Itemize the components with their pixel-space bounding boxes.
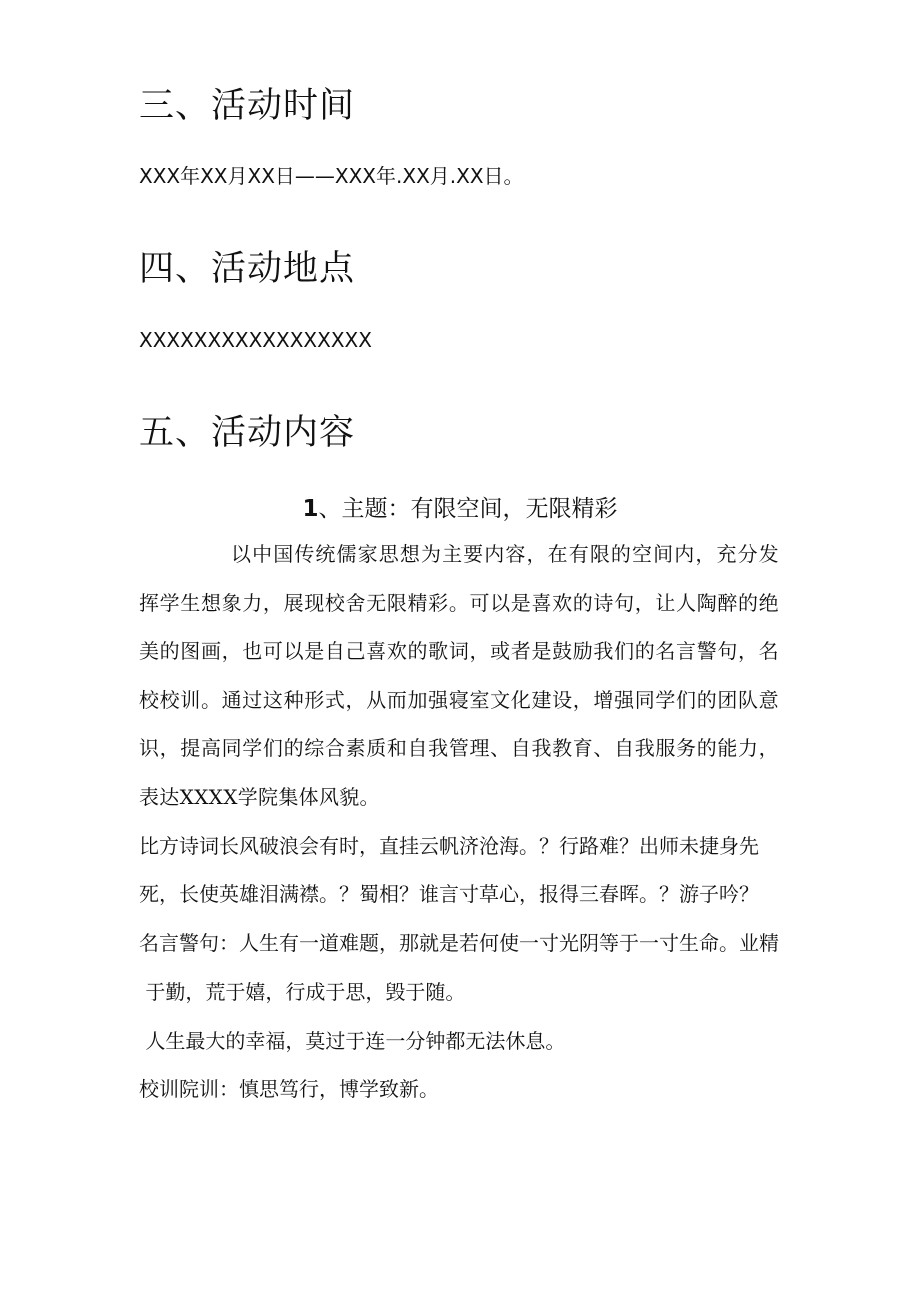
subtitle-number: 1: [302, 496, 319, 522]
example-line-3: 名言警句：人生有一道难题，那就是若何使一寸光阴等于一寸生命。业精: [139, 931, 779, 955]
heading-activity-content: 五、活动内容: [139, 413, 356, 453]
theme-subtitle: [0, 490, 920, 523]
heading-activity-time: 三、活动时间: [139, 86, 356, 126]
subtitle-text: 、主题：有限空间，无限精彩: [318, 496, 618, 522]
example-line-4: 于勤，荒于嬉，行成于思，毁于随。: [139, 980, 466, 1004]
heading-activity-place: 四、活动地点: [139, 249, 356, 289]
example-line-6: 校训院训：慎思笃行，博学致新。: [139, 1077, 439, 1101]
example-line-2: 死，长使英雄泪满襟。？蜀相？谁言寸草心，报得三春晖。？游子吟？: [139, 882, 759, 906]
example-line-1: 比方诗词长风破浪会有时，直挂云帆济沧海。？行路难？出师未捷身先: [139, 834, 759, 858]
example-line-5: 人生最大的幸福，莫过于连一分钟都无法休息。: [139, 1029, 566, 1053]
activity-time-text: XXX年XX月XX日——XXX年.XX月.XX日。: [139, 164, 524, 188]
activity-place-text: XXXXXXXXXXXXXXXXX: [139, 328, 372, 352]
content-paragraph: 以中国传统儒家思想为主要内容，在有限的空间内，充分发挥学生想象力，展现校舍无限精彩。可以是喜欢的诗句，让人陶醉的绝美的图画，也可以是自己喜欢的歌词，或者是鼓励我们的名言警句，名校校训。通过这种形式，从而加强寝室文化建设，增强同学们的团队意识，提高同学们的综合素质和自我管理、自我教育、自我服务的能力，表达XXXX学院集体风貌。: [139, 542, 779, 809]
